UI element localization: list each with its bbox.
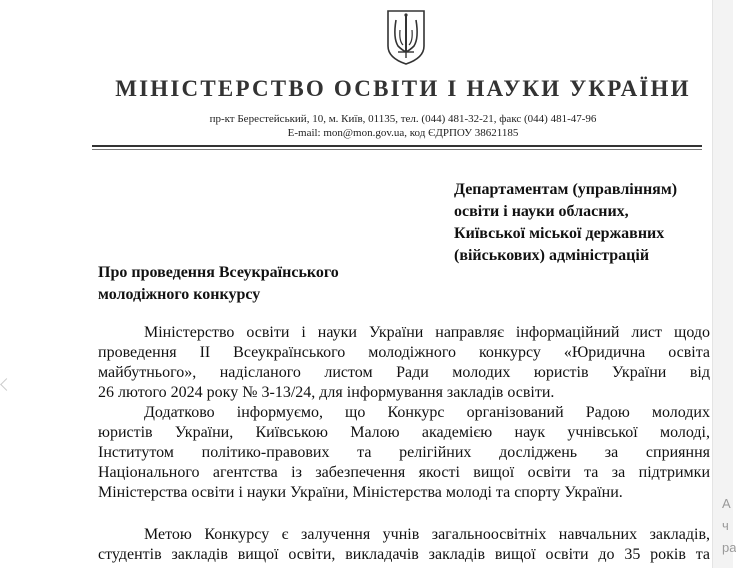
body-line: юристів України, Київською Малою академією наук учнівської молоді,: [98, 424, 710, 441]
recipient-line: (військових) адміністрацій: [454, 247, 650, 264]
paragraph-1: [98, 323, 710, 403]
subject-line: молодіжного конкурсу: [98, 286, 261, 303]
side-panel-text: ч: [722, 518, 729, 533]
paragraph-3: [98, 525, 710, 565]
body-line: Національного агентства із забезпечення якості вищої освіти та за підтримки: [98, 464, 710, 481]
body-line: студентів закладів вищої освіти, викладачів закладів вищої освіти до 35 років та: [98, 546, 710, 563]
ministry-title: МІНІСТЕРСТВО ОСВІТИ І НАУКИ УКРАЇНИ: [115, 76, 691, 101]
body-line: 26 лютого 2024 року № 3-13/24, для інформування закладів освіти.: [98, 384, 555, 401]
body-line: Інститутом політико-правових та релігійних досліджень за сприяння: [98, 444, 710, 461]
recipient-line: Департаментам (управлінням): [454, 181, 678, 198]
contact-line: E-mail: mon@mon.gov.ua, код ЄДРПОУ 38621185: [287, 127, 519, 139]
left-edge-chevron-icon: [0, 378, 13, 391]
side-panel-edge: [712, 0, 733, 568]
recipient-line: Київської міської державних: [454, 225, 665, 242]
body-line: Міністерства освіти і науки України, Міністерства молоді та спорту України.: [98, 484, 623, 501]
body-line: проведення ІІ Всеукраїнського молодіжного конкурсу «Юридична освіта: [98, 344, 710, 361]
body-line: Додатково інформуємо, що Конкурс організований Радою молодих: [144, 404, 710, 421]
address-line: пр-кт Берестейський, 10, м. Київ, 01135, тел. (044) 481-32-21, факс (044) 481-47-96: [209, 113, 597, 125]
subject-line: Про проведення Всеукраїнського: [98, 264, 339, 281]
header-divider-thin: [92, 149, 702, 150]
recipient-block: [454, 179, 714, 267]
header-divider: [92, 145, 702, 147]
body-line: Метою Конкурсу є залучення учнів загальноосвітніх навчальних закладів,: [144, 526, 710, 543]
side-panel-text: ра: [722, 540, 736, 555]
paragraph-2: [98, 403, 710, 503]
body-line: Міністерство освіти і науки України направляє інформаційний лист щодо: [144, 324, 710, 341]
recipient-line: освіти і науки обласних,: [454, 203, 629, 220]
subject-block: [98, 262, 339, 306]
trident-emblem-icon: [385, 8, 427, 66]
body-line: майбутнього», надісланого листом Ради молодих юристів України від: [98, 364, 710, 381]
side-panel-text: А: [722, 496, 731, 511]
